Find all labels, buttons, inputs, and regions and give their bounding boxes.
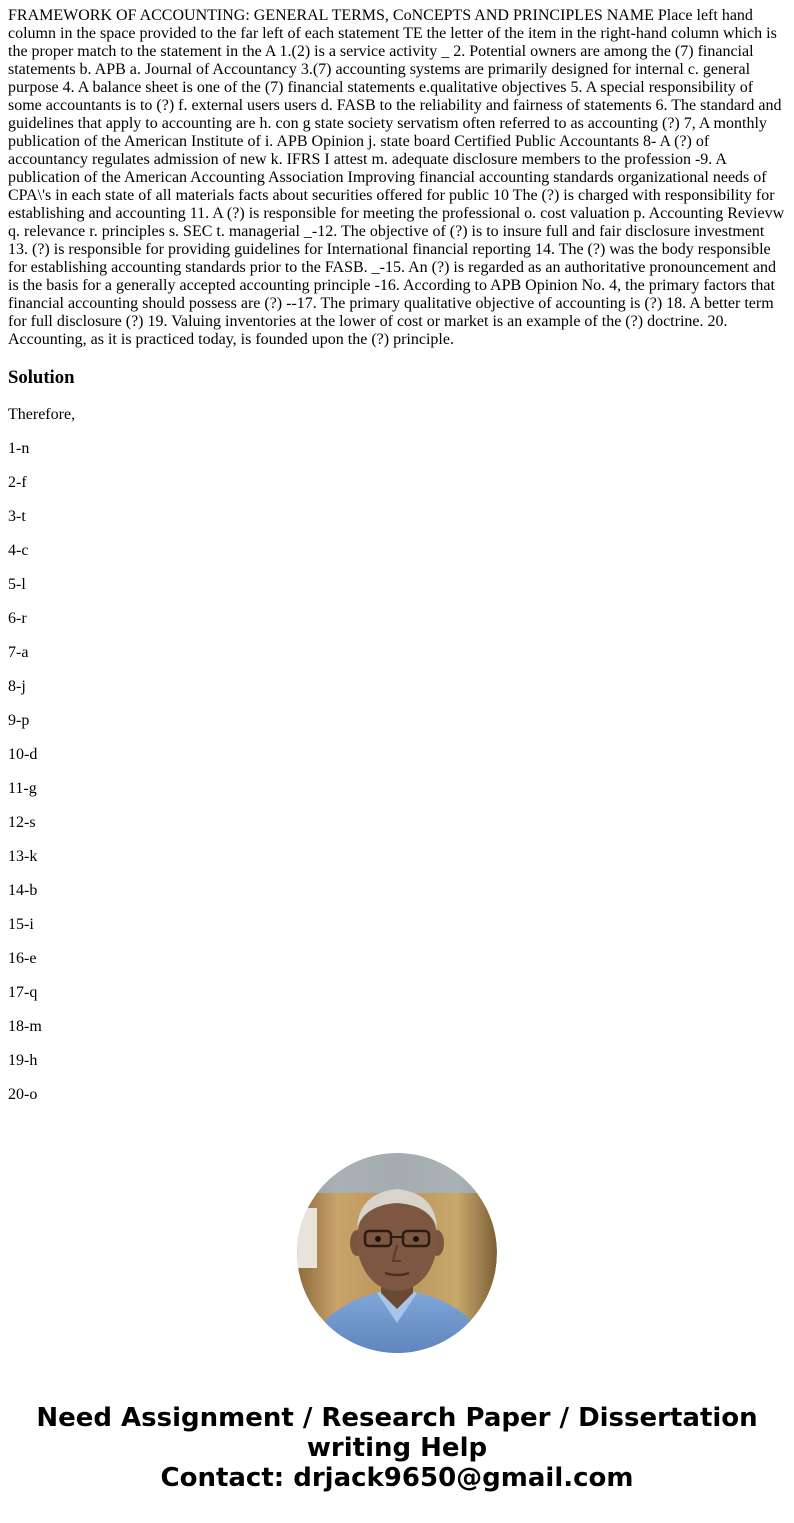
answer-item: 12-s xyxy=(8,814,36,831)
answer-item: 7-a xyxy=(8,644,29,661)
answer-item: 4-c xyxy=(8,542,29,559)
solution-heading: Solution xyxy=(8,367,75,388)
answer-item: 10-d xyxy=(8,746,38,763)
answer-item: 8-j xyxy=(8,678,26,695)
question-text: FRAMEWORK OF ACCOUNTING: GENERAL TERMS, CoNCEPTS AND PRINCIPLES NAME Place left hand column in the space provided to the far left of each statement TE the letter of the item in the right-hand column which is the proper match to the statement in the A 1.(2) is a service activity _ 2. Potential owners are among the (7) financial statements b. APB a. Journal of Accountancy 3.(7) accounting systems are primarily designed for internal c. general purpose 4. A balance sheet is one of the (7) financial statements e.qualitative objectives 5. A special responsibility of some accountants is to (?) f. external users users d. FASB to the reliability and fairness of statements 6. The standard and guidelines that apply to accounting are h. con g state society servatism often referred to as accounting (?) 7, A monthly publication of the American Institute of i. APB Opinion j. state board Certified Public Accountants 8- A (?) of accountancy regulates admission of new k. IFRS I attest m. adequate disclosure members to the profession -9. A publication of the American Accounting Association Improving financial accounting standards organizational needs of CPA\'s in each state of all materials facts about securities offered for public 10 The (?) is charged with responsibility for establishing and accounting 11. A (?) is responsible for meeting the professional o. cost valuation p. Accounting Revievw q. relevance r. principles s. SEC t. managerial _-12. The objective of (?) is to insure full and fair disclosure investment 13. (?) is responsible for providing guidelines for International financial reporting 14. The (?) was the body responsible for establishing accounting standards prior to the FASB. _-15. An (?) is regarded as an authoritative pronouncement and is the basis for a generally accepted accounting principle -16. According to APB Opinion No. 4, the primary factors that financial accounting should possess are (?) --17. The primary qualitative objective of accounting is (?) 18. A better term for full disclosure (?) 19. Valuing inventories at the lower of cost or market is an example of the (?) doctrine. 20. Accounting, as it is practiced today, is founded upon the (?) principle. xyxy=(8,7,785,348)
answer-item: 19-h xyxy=(8,1052,38,1069)
answer-item: 1-n xyxy=(8,440,30,457)
answer-item: 2-f xyxy=(8,474,27,491)
answer-item: 17-q xyxy=(8,984,38,1001)
solution-intro: Therefore, xyxy=(8,406,76,423)
promo-contact: Contact: drjack9650@gmail.com xyxy=(160,1463,634,1493)
answer-item: 18-m xyxy=(8,1018,42,1035)
author-photo-icon xyxy=(297,1153,497,1353)
promo-line-2: writing Help xyxy=(306,1433,488,1463)
promo-banner xyxy=(0,1403,794,1493)
answer-item: 13-k xyxy=(8,848,38,865)
answer-item: 5-l xyxy=(8,576,26,593)
answer-item: 20-o xyxy=(8,1086,38,1103)
page-content xyxy=(8,7,786,1104)
answer-list xyxy=(8,440,786,1104)
answer-item: 16-e xyxy=(8,950,37,967)
promo-line-1: Need Assignment / Research Paper / Dissertation xyxy=(36,1403,758,1433)
answer-item: 3-t xyxy=(8,508,26,525)
answer-item: 14-b xyxy=(8,882,38,899)
author-avatar xyxy=(297,1153,497,1353)
answer-item: 6-r xyxy=(8,610,27,627)
answer-item: 15-i xyxy=(8,916,34,933)
answer-item: 9-p xyxy=(8,712,30,729)
answer-item: 11-g xyxy=(8,780,37,797)
